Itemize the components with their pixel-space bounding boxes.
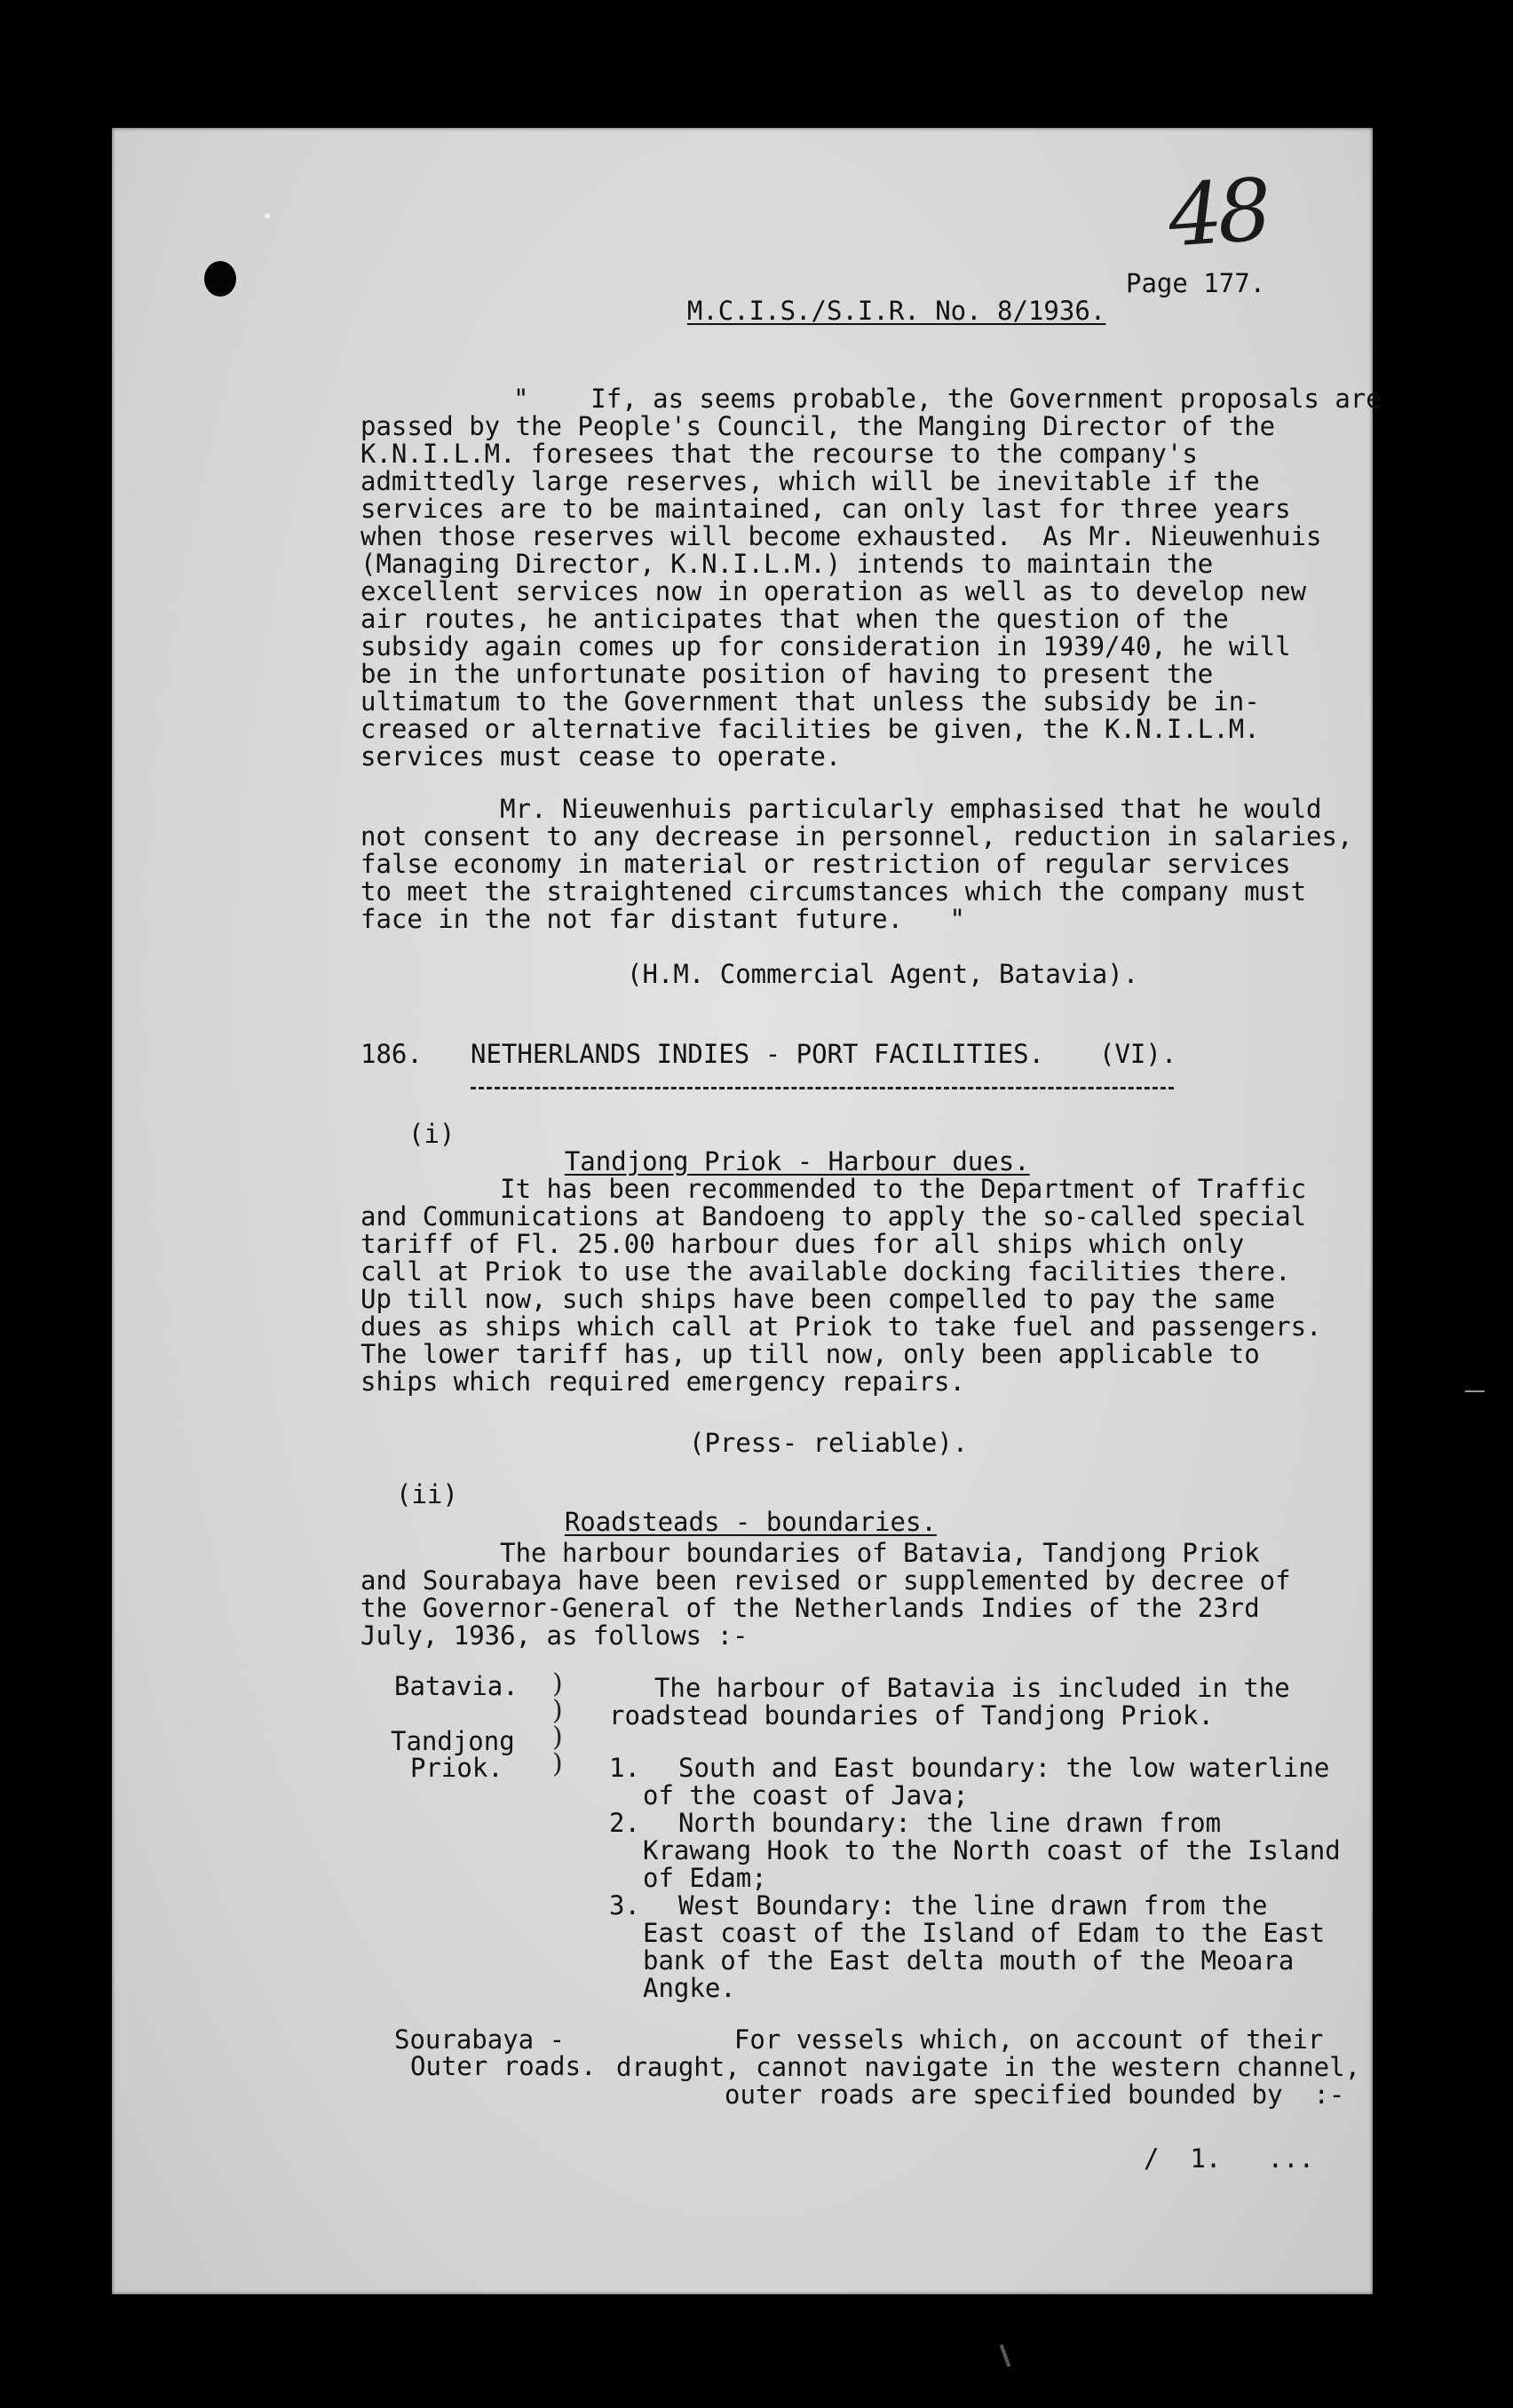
quote-paragraph-2: [360, 796, 1352, 933]
subsection-title: Roadsteads - boundaries.: [564, 1507, 937, 1537]
boundary-item: [609, 1810, 1341, 1892]
text-line: It has been recommended to the Department of Traffic: [360, 1174, 1307, 1204]
source-attribution: (Press- reliable).: [689, 1428, 969, 1458]
text-line: (Managing Director, K.N.I.L.M.) intends to maintain the: [360, 549, 1214, 579]
text-line: the Governor-General of the Netherlands Indies of the 23rd: [360, 1593, 1260, 1623]
text-line: roadstead boundaries of Tandjong Priok.: [609, 1700, 1214, 1731]
text-line: " If, as seems probable, the Government proposals are: [513, 384, 1382, 414]
roadsteads-paragraph: [360, 1540, 1291, 1650]
text-line: The harbour of Batavia is included in the: [623, 1673, 1290, 1703]
reference-number: M.C.I.S./S.I.R. No. 8/1936.: [686, 296, 1106, 326]
place-label-tandjong: Tandjong: [391, 1726, 515, 1756]
text-line: when those reserves will become exhausted. As Mr. Nieuwenhuis: [360, 521, 1322, 551]
handwritten-folio-number: 48: [1165, 160, 1270, 266]
text-line: creased or alternative facilities be given, the K.N.I.L.M.: [360, 714, 1260, 744]
text-line: call at Priok to use the available docking facilities there.: [360, 1256, 1291, 1287]
text-line: July, 1936, as follows :-: [360, 1620, 749, 1651]
text-line: K.N.I.L.M. foresees that the recourse to the company's: [360, 439, 1198, 469]
film-scratch: [1000, 2344, 1011, 2367]
text-line: Mr. Nieuwenhuis particularly emphasised that he would: [360, 794, 1322, 824]
text-line: air routes, he anticipates that when the question of the: [360, 604, 1229, 634]
text-line: to meet the straightened circumstances which the company must: [360, 876, 1307, 907]
text-line: Angke.: [643, 1973, 736, 2003]
boundary-list: [609, 1755, 1341, 2002]
place-label-priok: Priok.: [410, 1753, 503, 1783]
document-page: [112, 128, 1382, 2294]
subsection-number: (ii): [396, 1479, 458, 1509]
text-line: outer roads are specified bounded by :-: [725, 2079, 1345, 2110]
text-line: tariff of Fl. 25.00 harbour dues for all ships which only: [360, 1229, 1245, 1259]
text-line: For vessels which, on account of their: [703, 2024, 1324, 2055]
bracket-glyphs: ) ) ) ): [552, 1668, 563, 1779]
place-label-sourabaya: Sourabaya -: [394, 2024, 566, 2055]
text-line: not consent to any decrease in personnel, reduction in salaries,: [360, 821, 1353, 852]
text-line: East coast of the Island of Edam to the East: [643, 1918, 1326, 1948]
subsection-title: Tandjong Priok - Harbour dues.: [564, 1146, 1030, 1176]
source-attribution: (H.M. Commercial Agent, Batavia).: [627, 959, 1139, 989]
text-line: West Boundary: the line drawn from the: [678, 1890, 1268, 1921]
punch-hole: [204, 261, 236, 297]
text-line: dues as ships which call at Priok to take fuel and passengers.: [360, 1311, 1322, 1342]
text-line: admittedly large reserves, which will be inevitable if the: [360, 466, 1260, 496]
text-line: passed by the People's Council, the Manging Director of the: [360, 411, 1276, 441]
text-line: Krawang Hook to the North coast of the Island: [643, 1835, 1341, 1865]
section-number: 186.: [360, 1039, 423, 1069]
text-line: ships which required emergency repairs.: [360, 1366, 965, 1397]
text-line: ultimatum to the Government that unless the subsidy be in-: [360, 686, 1260, 717]
place-label-outer-roads: Outer roads.: [410, 2051, 597, 2081]
subsection-number: (i): [408, 1119, 455, 1149]
text-line: of the coast of Java;: [643, 1780, 969, 1810]
section-part: (VI).: [1099, 1039, 1177, 1069]
film-speck: [1465, 1390, 1485, 1392]
harbour-dues-paragraph: [360, 1176, 1322, 1396]
sourabaya-description: [597, 2026, 1360, 2109]
text-line: bank of the East delta mouth of the Meoara: [643, 1945, 1295, 1976]
boundary-item: [609, 1755, 1341, 1810]
text-line: false economy in material or restriction of regular services: [360, 849, 1291, 879]
text-line: be in the unfortunate position of having to present the: [360, 659, 1214, 689]
section-title: NETHERLANDS INDIES - PORT FACILITIES.: [471, 1039, 1045, 1069]
text-line: draught, cannot navigate in the western channel,: [616, 2052, 1361, 2082]
text-line: of Edam;: [643, 1863, 767, 1893]
boundary-number: 2.: [609, 1808, 640, 1838]
batavia-description: [609, 1675, 1290, 1730]
boundary-number: 3.: [609, 1890, 640, 1921]
text-line: and Communications at Bandoeng to apply the so-called special: [360, 1201, 1307, 1232]
text-line: South and East boundary: the low waterline: [678, 1753, 1330, 1783]
boundary-item: [609, 1892, 1341, 2002]
place-label-batavia: Batavia.: [394, 1671, 519, 1701]
film-speck: [265, 213, 270, 218]
text-line: Up till now, such ships have been compelled to pay the same: [360, 1284, 1276, 1314]
section-underline: [471, 1087, 1174, 1089]
boundary-number: 1.: [609, 1753, 640, 1783]
text-line: North boundary: the line drawn from: [678, 1808, 1222, 1838]
text-line: face in the not far distant future. ": [360, 904, 965, 934]
text-line: excellent services now in operation as well as to develop new: [360, 576, 1307, 606]
text-line: The lower tariff has, up till now, only been applicable to: [360, 1339, 1260, 1369]
quote-paragraph-1: [360, 385, 1382, 771]
text-line: services must cease to operate.: [360, 741, 842, 772]
text-line: The harbour boundaries of Batavia, Tandjong Priok: [360, 1538, 1260, 1568]
page-number: Page 177.: [1126, 268, 1266, 298]
text-line: subsidy again comes up for consideration in 1939/40, he will: [360, 631, 1291, 661]
text-line: services are to be maintained, can only last for three years: [360, 494, 1291, 524]
catchword: / 1. ...: [1144, 2143, 1315, 2174]
text-line: and Sourabaya have been revised or supplemented by decree of: [360, 1565, 1291, 1596]
